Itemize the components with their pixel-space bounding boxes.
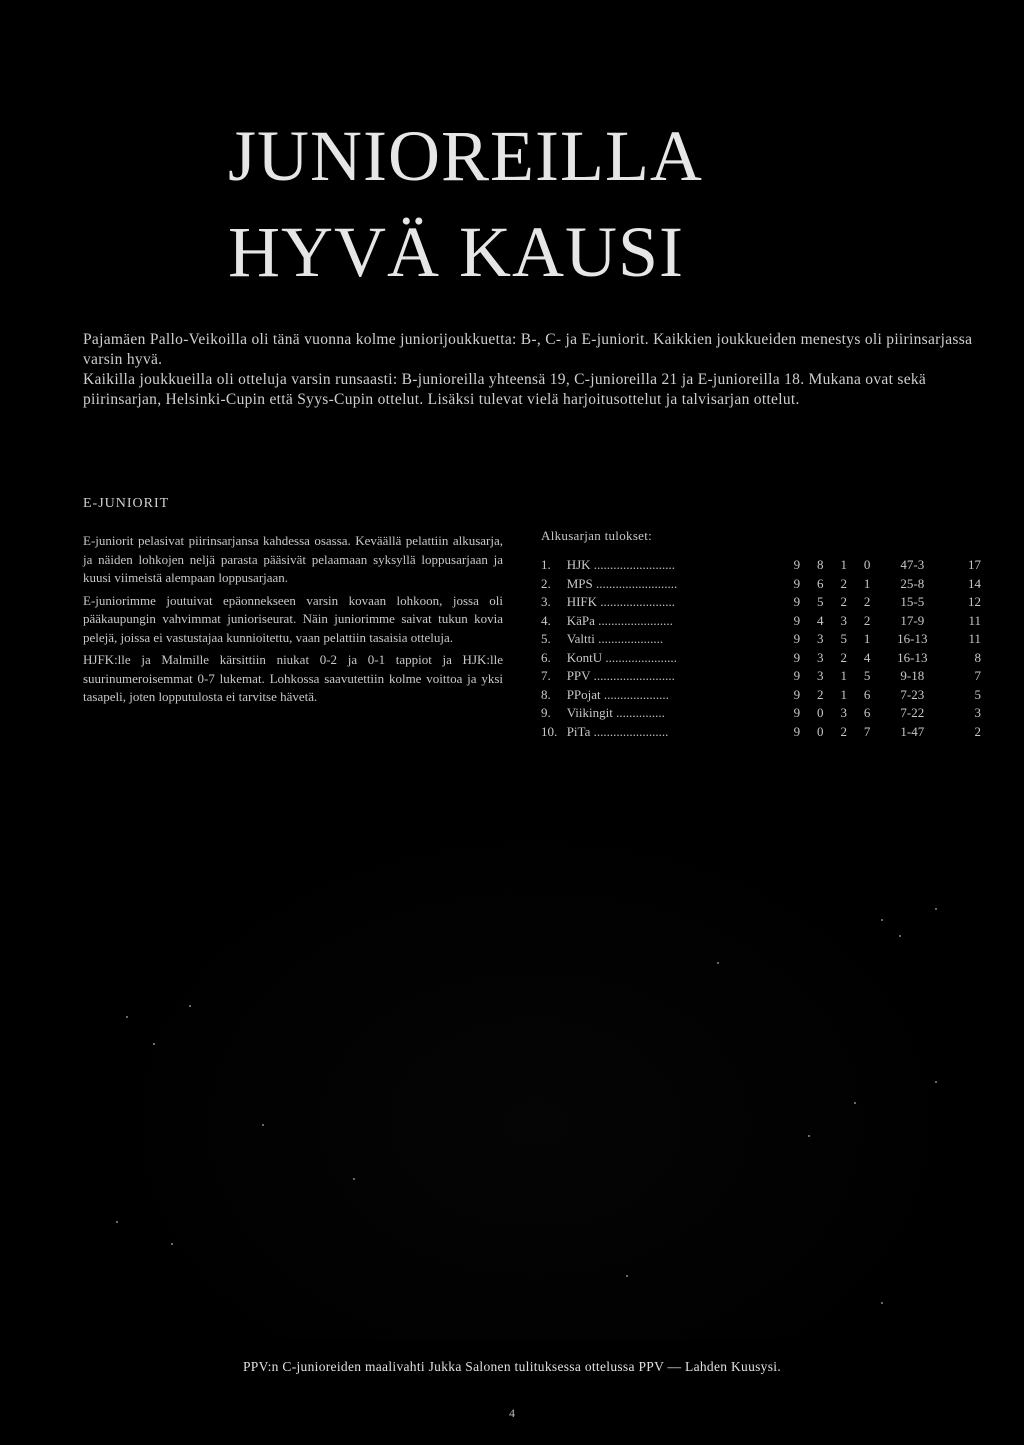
cell-team: Valtti .................... — [566, 631, 664, 647]
cell-d: 1 — [840, 668, 847, 684]
cell-pos: 8. — [541, 686, 551, 702]
intro-paragraph-2: Kaikilla joukkueilla oli otteluja varsin runsaasti: B-junioreilla yhteensä 19, C-junioreilla 21 ja E-junioreilla 18. Mukana ovat sekä piirinsarjan, Helsinki-Cupin että Syys-Cupin ottelut. Lisäksi tulevat vielä harjoitusottelut ja talvisarjan ottelut. — [83, 371, 927, 408]
cell-pos: 4. — [541, 612, 551, 628]
cell-p: 9 — [793, 649, 801, 665]
dot-leader: ....................... — [590, 723, 669, 739]
photo-speck — [153, 1043, 155, 1045]
cell-p: 9 — [793, 575, 801, 591]
cell-pts: 12 — [968, 594, 981, 610]
cell-pos: 10. — [541, 723, 558, 739]
results-table-block — [541, 528, 981, 741]
table-row — [541, 649, 981, 668]
photo-speck — [189, 1005, 191, 1007]
cell-l: 6 — [863, 705, 871, 721]
table-row — [541, 593, 981, 612]
cell-d: 5 — [840, 631, 847, 647]
results-table — [541, 556, 981, 741]
cell-team: MPS ......................... — [566, 575, 678, 591]
cell-team: Viikingit ............... — [566, 705, 665, 721]
photo-speck — [881, 1302, 883, 1304]
cell-w: 2 — [817, 686, 824, 702]
photo-speck — [262, 1124, 264, 1126]
dot-leader: ......................... — [590, 668, 675, 684]
cell-pos: 9. — [541, 705, 551, 721]
cell-w: 0 — [817, 705, 824, 721]
title-line-1: JUNIOREILLA — [228, 116, 703, 196]
photo-speck — [935, 908, 937, 910]
cell-d: 2 — [840, 594, 847, 610]
table-row — [541, 556, 981, 575]
cell-goals: 9-18 — [900, 668, 925, 684]
cell-w: 3 — [817, 649, 824, 665]
cell-p: 9 — [793, 594, 801, 610]
cell-d: 1 — [840, 557, 847, 573]
cell-l: 2 — [863, 594, 871, 610]
title-line-2: HYVÄ KAUSI — [228, 212, 684, 292]
cell-l: 5 — [863, 668, 871, 684]
cell-p: 9 — [793, 668, 801, 684]
cell-d: 2 — [840, 649, 847, 665]
photo-speck — [881, 919, 883, 921]
table-row — [541, 667, 981, 686]
cell-w: 3 — [817, 631, 824, 647]
body-paragraph-3: HJFK:lle ja Malmille kärsittiin niukat 0-2 ja 0-1 tappiot ja HJK:lle suurinumeroisemmat 0-7 lukemat. Lohkossa saavutettiin kolme voittoa ja yksi tasapeli, joten lopputulosta ei tarvitse hävetä. — [83, 652, 503, 704]
cell-pts: 14 — [968, 575, 981, 591]
cell-p: 9 — [793, 686, 801, 702]
cell-l: 0 — [863, 557, 871, 573]
photo-speck — [935, 1081, 937, 1083]
cell-d: 1 — [840, 686, 847, 702]
cell-goals: 15-5 — [900, 594, 925, 610]
table-row — [541, 723, 981, 742]
dot-leader: .................... — [594, 631, 664, 647]
cell-team: KäPa ....................... — [566, 612, 673, 628]
cell-pos: 5. — [541, 631, 551, 647]
cell-p: 9 — [793, 705, 801, 721]
cell-pos: 3. — [541, 594, 551, 610]
cell-goals: 16-13 — [897, 631, 928, 647]
cell-w: 3 — [817, 668, 824, 684]
table-row — [541, 575, 981, 594]
photo-speck — [171, 1243, 173, 1245]
cell-goals: 25-8 — [900, 575, 925, 591]
body-paragraph-1: E-juniorit pelasivat piirinsarjansa kahdessa osassa. Keväällä pelattiin alkusarja, ja näiden lohkojen neljä parasta pääsivät pelaamaan syksyllä loppusarjaan ja kuusi viimeistä alempaan loppusarjaan. — [83, 533, 503, 585]
cell-w: 8 — [817, 557, 824, 573]
cell-pos: 2. — [541, 575, 551, 591]
dot-leader: .................... — [600, 686, 669, 702]
cell-pos: 7. — [541, 668, 551, 684]
cell-pts: 11 — [968, 631, 981, 647]
cell-l: 1 — [863, 631, 871, 647]
cell-goals: 17-9 — [900, 612, 925, 628]
page-number: 4 — [509, 1406, 515, 1420]
cell-pts: 7 — [974, 668, 981, 684]
photo-speck — [126, 1016, 128, 1018]
body-column — [83, 532, 503, 711]
photo-speck — [808, 1135, 810, 1137]
section-heading: E-JUNIORIT — [83, 496, 170, 511]
cell-goals: 7-22 — [900, 705, 925, 721]
cell-l: 7 — [863, 723, 871, 739]
cell-p: 9 — [793, 723, 801, 739]
table-row — [541, 612, 981, 631]
photo-speck — [353, 1178, 355, 1180]
results-title: Alkusarjan tulokset: — [541, 528, 653, 543]
dot-leader: ......................... — [592, 575, 678, 591]
cell-team: PPV ......................... — [566, 668, 675, 684]
cell-w: 0 — [817, 723, 824, 739]
intro-text — [83, 330, 983, 410]
cell-p: 9 — [793, 631, 801, 647]
intro-paragraph-1: Pajamäen Pallo-Veikoilla oli tänä vuonna kolme juniorijoukkuetta: B-, C- ja E-juniorit. Kaikkien joukkueiden menestys oli piirinsarjassa varsin hyvä. — [83, 331, 973, 368]
cell-pts: 11 — [968, 612, 981, 628]
dot-leader: ............... — [612, 705, 665, 721]
cell-pos: 6. — [541, 649, 551, 665]
cell-d: 3 — [840, 612, 847, 628]
cell-w: 4 — [817, 612, 824, 628]
table-row — [541, 630, 981, 649]
cell-p: 9 — [793, 557, 801, 573]
cell-goals: 47-3 — [900, 557, 925, 573]
table-row — [541, 704, 981, 723]
cell-team: HJK ......................... — [566, 557, 676, 573]
cell-team: KontU ...................... — [566, 649, 677, 665]
dot-leader: ....................... — [597, 594, 676, 610]
cell-pts: 17 — [968, 557, 981, 573]
cell-pts: 8 — [974, 649, 981, 665]
cell-pts: 5 — [974, 686, 981, 702]
photo-speck — [717, 962, 719, 964]
cell-pts: 3 — [974, 705, 981, 721]
cell-pos: 1. — [541, 557, 551, 573]
photo-speck — [854, 1102, 856, 1104]
photo-caption: PPV:n C-junioreiden maalivahti Jukka Salonen tulituksessa ottelussa PPV — Lahden Kuusysi. — [242, 1359, 782, 1374]
cell-team: PPojat .................... — [566, 686, 669, 702]
dot-leader: ......................... — [590, 557, 676, 573]
cell-pts: 2 — [974, 723, 981, 739]
dot-leader: ...................... — [602, 649, 677, 665]
page-title — [228, 108, 703, 300]
cell-goals: 16-13 — [897, 649, 928, 665]
cell-team: PiTa ....................... — [566, 723, 669, 739]
cell-l: 4 — [863, 649, 871, 665]
cell-d: 3 — [840, 705, 847, 721]
cell-d: 2 — [840, 575, 847, 591]
cell-goals: 7-23 — [900, 686, 925, 702]
body-paragraph-2: E-juniorimme joutuivat epäonnekseen varsin kovaan lohkoon, jossa oli pääkaupungin vahvimmat junioriseurat. Näin juniorimme saivat tukun kovia pelejä, joissa ei vastustajaa kunnioitettu, vaan pelattiin tasaisia otteluja. — [83, 592, 503, 645]
cell-l: 2 — [863, 612, 871, 628]
cell-w: 5 — [817, 594, 824, 610]
cell-goals: 1-47 — [900, 723, 925, 739]
cell-d: 2 — [840, 723, 847, 739]
photo-speck — [116, 1221, 118, 1223]
photo-speck — [626, 1275, 628, 1277]
cell-team: HIFK ....................... — [566, 594, 676, 610]
cell-w: 6 — [817, 575, 824, 591]
dot-leader: ....................... — [594, 612, 673, 628]
table-row — [541, 686, 981, 705]
cell-l: 6 — [863, 686, 871, 702]
cell-p: 9 — [793, 612, 801, 628]
cell-l: 1 — [863, 575, 871, 591]
photo — [80, 800, 990, 1340]
photo-speck — [899, 935, 901, 937]
